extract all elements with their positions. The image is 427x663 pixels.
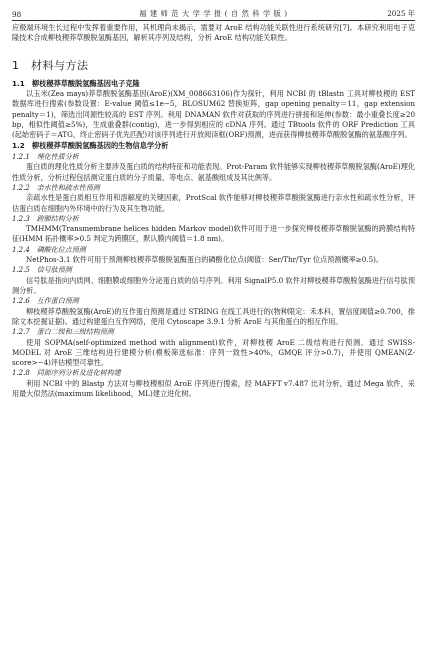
item-text: 蛋白质的理化性质分析主要涉及蛋白质的结构特征和功能表现。Prot-Param 软件能够实现柳枝稷莽草酸脱氢酶(AroE)理化性质分析，分析过程包括测定蛋白质的分子质量、等电点、氨基酸组成及其比例等。: [12, 162, 415, 182]
article-body: [12, 23, 415, 399]
item-title: 1.2.1 理化性质分析: [12, 152, 79, 161]
item-text: 亲疏水性是蛋白质相互作用和溶解度的关键因素，ProtScal 软件能够对柳枝稷莽草酸脱氢酶进行亲水性和疏水性分析，评估蛋白质在细胞内外环境中的行为及其生物功能。: [12, 193, 415, 213]
item-text: TMHMM(Transmembrane helices hidden Markov model)软件可用于进一步探究柳枝稷莽草酸脱氢酶的跨膜结构特征(HMM 拓扑概率>0.5 判定为跨膜区，默认膜内阈值＝1.8 nm)。: [12, 224, 415, 244]
item-title: 1.2.6 互作蛋白预测: [12, 297, 79, 306]
year: 2025 年: [387, 9, 415, 18]
item-title: 1.2.8 同源序列分析及进化树构建: [12, 369, 121, 378]
item-title: 1.2.2 亲水性和疏水性预测: [12, 183, 100, 192]
subsection-text-1-1: 以玉米(Zea mays)莽草酸脱氢酶基因(AroE)(XM_008663106)作为探针，利用 NCBI 的 tBlastn 工具对柳枝稷的 EST 数据库进行搜索(参数设置：E-value 阈值≤1e−5，BLOSUM62 替换矩阵，gap opening penalty＝11，gap extension penalty＝1)，筛选出同源性较高的 EST 序列。利用 DNAMAN 软件对获取的序列进行拼接和延伸(参数：最小重叠长度≥20 bp，相似性阈值≥5%)，生成重叠群(contig)，进一步得到相应的 cDNA 序列。通过 TBtools 软件的 ORF Prediction 工具(起始密码子＝ATG，终止密码子优先匹配)对该序列进行开放阅读框(ORF)预测，进而获得柳枝稷莽草酸脱氢酶的氨基酸序列。: [12, 89, 415, 140]
item-text: 利用 NCBI 中的 Blastp 方法对与柳枝稷相似 AroE 序列进行搜索，经 MAFFT v7.487 比对分析，通过 Mega 软件，采用最大似然法(maximum likelihood，ML)建立进化树。: [12, 378, 415, 398]
item-text: 柳枝稷莽草酸脱氢酶(AroE)的互作蛋白预测是通过 STRING 在线工具进行的(物种限定：禾本科，置信度阈值≥0.700，排除文本挖掘证据)。通过构建蛋白互作网络，使用 Cytoscape 3.9.1 分析 AroE 与其他蛋白的相互作用。: [12, 306, 415, 326]
running-header: [12, 7, 415, 19]
subsection-title-1-1: 1.1 柳枝稷莽草酸脱氢酶基因电子克隆: [12, 78, 140, 88]
item-title: 1.2.5 信号肽预测: [12, 266, 72, 275]
item-title: 1.2.7 蛋白二级和三级结构预测: [12, 328, 114, 337]
page-number: 98: [12, 10, 22, 19]
item-title: 1.2.4 磷酸化位点预测: [12, 245, 86, 254]
item-text: 信号肽是指向内质网、细胞膜或细胞外分泌蛋白质的信号序列。利用 SignalP5.0 软件对柳枝稷莽草酸脱氢酶进行信号肽预测分析。: [12, 275, 415, 295]
header-rule: [12, 20, 415, 21]
item-text: NetPhos-3.1 软件可用于预测柳枝稷莽草酸脱氢酶蛋白的磷酸化位点(阈值：Ser/Thr/Tyr 位点预测概率≥0.5)。: [26, 255, 384, 265]
subsection-title-1-2: 1.2 柳枝稷莽草酸脱氢酶基因的生物信息学分析: [12, 141, 169, 151]
section-title: 1 材料与方法: [12, 58, 89, 72]
item-title: 1.2.3 跨膜结构分析: [12, 214, 79, 223]
item-text: 使用 SOPMA(self-optimized method with alignment)软件，对柳枝稷 AroE 二级结构进行预测。通过 SWISS-MODEL 对 AroE 三维结构进行建模分析(模板筛选标准：序列一致性>40%，GMQE 评分>0.7)，并使用 QMEAN(Z-score>−4)评估模型可靠性。: [12, 337, 415, 368]
intro-paragraph: 应极端环境生长过程中发挥着重要作用，其机理尚未揭示，需要对 AroE 结构功能关联性进行系统研究[7]。本研究利用电子克隆技术合成柳枝稷莽草酸脱氢酶基因，解析其序列及结构，分析 AroE 结构功能关联性。: [12, 23, 415, 43]
journal-name: 福 建 师 范 大 学 学 报 ( 自 然 科 学 版 ): [139, 9, 288, 18]
